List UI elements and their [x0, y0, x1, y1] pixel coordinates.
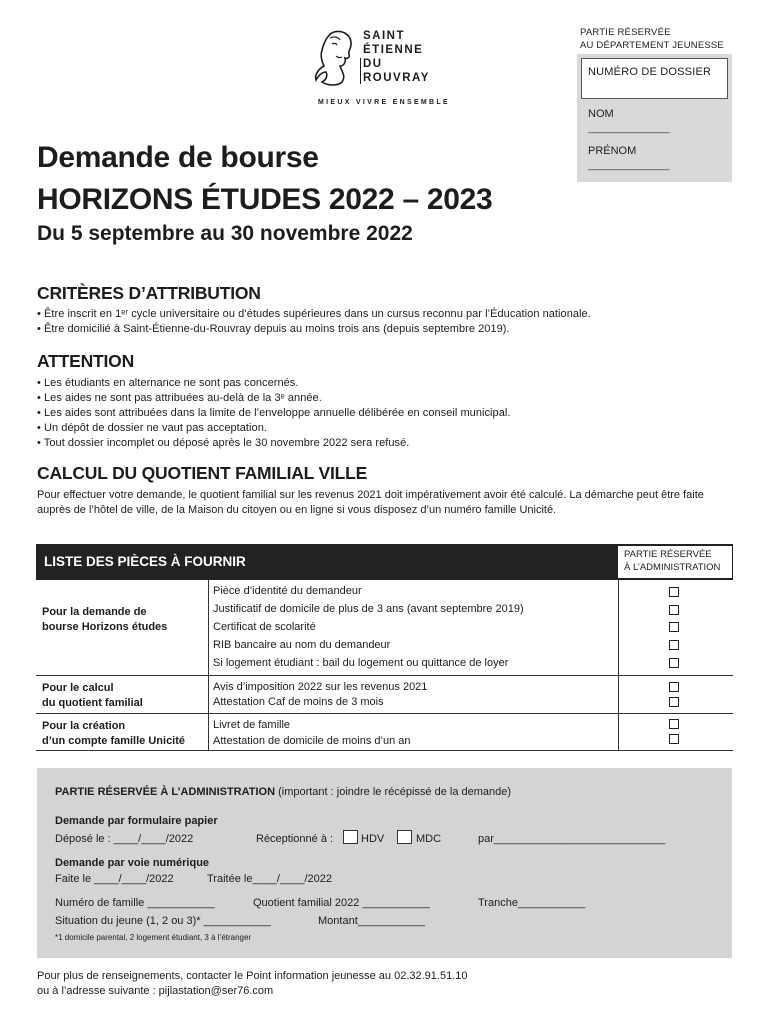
table-admin-line2: À L’ADMINISTRATION — [624, 562, 721, 573]
mdc-checkbox[interactable] — [397, 830, 412, 844]
row-label-line: Pour la demande de — [42, 606, 147, 618]
row-label-line: d’un compte famille Unicité — [42, 735, 186, 747]
page-subtitle-dates: Du 5 septembre au 30 novembre 2022 — [37, 222, 413, 245]
table-row-label — [42, 681, 143, 711]
criteres-list — [37, 307, 591, 337]
table-row: Si logement étudiant : bail du logement ou quittance de loyer — [213, 657, 509, 669]
list-item: • Un dépôt de dossier ne vaut pas acceptation. — [37, 422, 267, 434]
table-row: Attestation de domicile de moins d’un an — [213, 735, 411, 747]
dossier-number-label: NUMÉRO DE DOSSIER — [588, 66, 712, 78]
piece-checkbox[interactable] — [669, 640, 679, 650]
footer-line2: ou à l’adresse suivante : pijlastation@ser76.com — [37, 985, 274, 997]
table-divider — [208, 580, 209, 751]
footer-line1: Pour plus de renseignements, contacter le Point information jeunesse au 02.32.91.51.10 — [37, 970, 468, 982]
hdv-checkbox[interactable] — [343, 830, 358, 844]
row-label-line: Pour la création — [42, 720, 126, 732]
city-logo-icon — [312, 28, 360, 90]
table-row-separator — [36, 750, 733, 751]
quotient-field[interactable]: Quotient familial 2022 ___________ — [253, 897, 430, 909]
numerique-heading: Demande par voie numérique — [55, 857, 210, 869]
logo-text-etienne: ÉTIENNE — [363, 44, 424, 56]
row-label-line: du quotient familial — [42, 697, 143, 709]
table-row: Attestation Caf de moins de 3 mois — [213, 696, 384, 708]
row-label-line: bourse Horizons études — [42, 621, 168, 633]
table-row: RIB bancaire au nom du demandeur — [213, 639, 391, 651]
table-divider — [618, 580, 619, 751]
tranche-field[interactable]: Tranche___________ — [478, 897, 586, 909]
calcul-paragraph: Pour effectuer votre demande, le quotient familial sur les revenus 2021 doit impérativement avoir été calculé. La démarche peut être faite auprès de l’hôtel de ville, de la Maison du citoyen ou en ligne si vous disposez d’un numéro famille Unicité. — [37, 489, 704, 516]
admin-title-note: (important : joindre le récépissé de la demande) — [275, 786, 512, 798]
table-row-separator — [36, 713, 733, 714]
table-admin-label — [624, 548, 720, 574]
logo-tagline: MIEUX VIVRE ENSEMBLE — [318, 99, 450, 106]
dossier-number-field[interactable] — [581, 58, 728, 99]
nom-label: NOM — [588, 108, 614, 120]
table-admin-line1: PARTIE RÉSERVÉE — [624, 549, 712, 560]
logo-text-saint: SAINT — [363, 30, 405, 42]
prenom-label: PRÉNOM — [588, 145, 637, 157]
attention-list — [37, 376, 511, 451]
list-item: • Les aides sont attribuées dans la limite de l’enveloppe annuelle délibérée en conseil municipal. — [37, 407, 511, 419]
piece-checkbox[interactable] — [669, 682, 679, 692]
admin-title — [55, 786, 511, 798]
faite-field[interactable]: Faite le ____/____/2022 — [55, 873, 174, 885]
hdv-label: HDV — [361, 833, 385, 845]
logo-text-du: DU — [363, 58, 383, 70]
table-heading: LISTE DES PIÈCES À FOURNIR — [44, 554, 246, 569]
nom-field-line[interactable]: ________________ — [588, 123, 669, 134]
piece-checkbox[interactable] — [669, 587, 679, 597]
admin-title-bold: PARTIE RÉSERVÉE À L’ADMINISTRATION — [55, 786, 276, 798]
table-row-label — [42, 605, 167, 635]
table-row-label — [42, 719, 185, 749]
depose-field[interactable]: Déposé le : ____/____/2022 — [55, 833, 194, 845]
piece-checkbox[interactable] — [669, 622, 679, 632]
row-label-line: Pour le calcul — [42, 682, 114, 694]
piece-checkbox[interactable] — [669, 719, 679, 729]
calcul-heading: CALCUL DU QUOTIENT FAMILIAL VILLE — [37, 463, 368, 483]
papier-heading: Demande par formulaire papier — [55, 815, 218, 827]
footer-contact — [37, 969, 468, 999]
piece-checkbox[interactable] — [669, 605, 679, 615]
table-row: Livret de famille — [213, 719, 291, 731]
list-item: • Les étudiants en alternance ne sont pas concernés. — [37, 377, 299, 389]
reserved-title-line2: AU DÉPARTEMENT JEUNESSE — [580, 40, 724, 51]
attention-heading: ATTENTION — [37, 351, 135, 371]
table-row-separator — [36, 675, 733, 676]
list-item: • Les aides ne sont pas attribuées au-delà de la 3ᵉ année. — [37, 392, 322, 404]
piece-checkbox[interactable] — [669, 658, 679, 668]
table-row: Certificat de scolarité — [213, 621, 316, 633]
list-item: • Tout dossier incomplet ou déposé après le 30 novembre 2022 sera refusé. — [37, 437, 410, 449]
piece-checkbox[interactable] — [669, 697, 679, 707]
reserved-title — [580, 26, 724, 52]
numero-famille-field[interactable]: Numéro de famille ___________ — [55, 897, 215, 909]
prenom-field-line[interactable]: ________________ — [588, 160, 669, 171]
admin-footnote: *1 domicile parental, 2 logement étudiant, 3 à l’étranger — [55, 933, 252, 942]
list-item: • Être domicilié à Saint-Étienne-du-Rouvray depuis au moins trois ans (depuis septembre 2019). — [37, 323, 510, 335]
piece-checkbox[interactable] — [669, 734, 679, 744]
montant-field[interactable]: Montant___________ — [318, 915, 426, 927]
logo-divider — [360, 58, 361, 84]
par-field[interactable]: par____________________________ — [478, 833, 666, 845]
list-item: • Être inscrit en 1ᵉʳ cycle universitaire ou d’études supérieures dans un cursus reconnu par l’Éducation nationale. — [37, 308, 591, 320]
traitee-field[interactable]: Traitée le____/____/2022 — [207, 873, 332, 885]
criteres-heading: CRITÈRES D’ATTRIBUTION — [37, 283, 261, 303]
page-title-line2: HORIZONS ÉTUDES 2022 – 2023 — [37, 183, 493, 216]
table-row: Justificatif de domicile de plus de 3 ans (avant septembre 2019) — [213, 603, 524, 615]
situation-field[interactable]: Situation du jeune (1, 2 ou 3)* ___________ — [55, 915, 271, 927]
reserved-title-line1: PARTIE RÉSERVÉE — [580, 27, 671, 38]
page-title-line1: Demande de bourse — [37, 141, 319, 174]
receptionne-label: Réceptionné à : — [256, 833, 334, 845]
mdc-label: MDC — [416, 833, 442, 845]
table-row: Avis d’imposition 2022 sur les revenus 2021 — [213, 681, 428, 693]
logo-text-rouvray: ROUVRAY — [363, 72, 430, 84]
table-row: Pièce d’identité du demandeur — [213, 585, 362, 597]
